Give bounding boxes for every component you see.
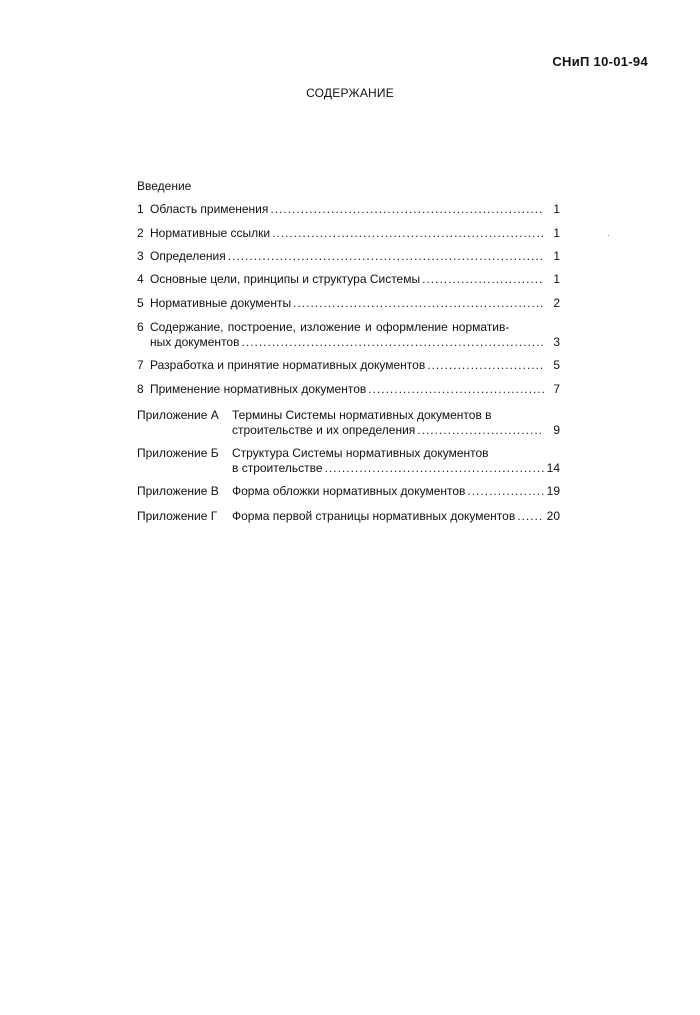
dot-leader	[422, 272, 544, 287]
toc-entry-page: 1	[553, 202, 560, 216]
toc-entry-number: 8	[137, 382, 144, 396]
appendix-title-line1: Структура Системы нормативных документов	[232, 446, 489, 460]
toc-entry	[137, 382, 560, 397]
appendix-page: 9	[553, 423, 560, 437]
dot-leader	[368, 382, 544, 397]
toc-entry-number: 7	[137, 358, 144, 372]
toc-entry-title: Применение нормативных документов	[150, 382, 367, 396]
toc-entry	[137, 320, 560, 350]
toc-entry	[137, 296, 560, 311]
page-title: СОДЕРЖАНИЕ	[306, 86, 394, 100]
appendix-page: 14	[546, 461, 560, 475]
toc-entry	[137, 272, 560, 287]
toc-entry-page: 7	[553, 382, 560, 396]
appendix-label: Приложение Г	[137, 509, 218, 523]
toc-appendix	[137, 509, 560, 524]
toc-entry-title: Основные цели, принципы и структура Системы	[150, 272, 421, 286]
toc-intro: Введение	[137, 179, 192, 193]
dot-leader	[293, 296, 544, 311]
toc-entry-page: 2	[553, 296, 560, 310]
appendix-title-line2: строительстве и их определения	[232, 423, 416, 437]
toc-entry-page: 1	[553, 272, 560, 286]
dot-leader	[325, 461, 544, 476]
toc-entry-number: 2	[137, 226, 144, 240]
toc-entry	[137, 249, 560, 264]
document-code: СНиП 10-01-94	[552, 54, 648, 69]
toc-entry	[137, 202, 560, 217]
toc-appendix	[137, 408, 560, 438]
dot-leader	[272, 226, 544, 241]
dot-leader	[517, 509, 544, 524]
dot-leader	[467, 484, 544, 499]
toc-entry-number: 3	[137, 249, 144, 263]
dot-leader	[228, 249, 544, 264]
scan-speck	[608, 235, 609, 236]
appendix-label: Приложение А	[137, 408, 219, 422]
dot-leader	[241, 335, 544, 350]
appendix-page: 19	[546, 484, 560, 498]
toc-entry-title: Нормативные документы	[150, 296, 292, 310]
toc-entry-number: 4	[137, 272, 144, 286]
appendix-title: Форма обложки нормативных документов	[232, 484, 466, 498]
toc-entry-page: 3	[553, 335, 560, 349]
toc-entry-page: 1	[553, 249, 560, 263]
appendix-title-line2: в строительстве	[232, 461, 323, 475]
toc-entry-title-line2: ных документов	[150, 335, 240, 349]
dot-leader	[270, 202, 544, 217]
toc-appendix	[137, 446, 560, 476]
appendix-title: Форма первой страницы нормативных документов	[232, 509, 516, 523]
dot-leader	[417, 423, 544, 438]
appendix-title-line1: Термины Системы нормативных документов в	[232, 408, 492, 422]
appendix-label: Приложение В	[137, 484, 219, 498]
toc-entry-number: 1	[137, 202, 144, 216]
toc-entry-page: 1	[553, 226, 560, 240]
toc-appendix	[137, 484, 560, 499]
appendix-label: Приложение Б	[137, 446, 219, 460]
toc-entry	[137, 358, 560, 373]
toc-entry	[137, 226, 560, 241]
toc-entry-title: Нормативные ссылки	[150, 226, 271, 240]
toc-entry-title-line1: Содержание, построение, изложение и оформление норматив-	[150, 320, 510, 334]
toc-entry-number: 5	[137, 296, 144, 310]
appendix-page: 20	[546, 509, 560, 523]
toc-entry-title: Определения	[150, 249, 226, 263]
toc-entry-page: 5	[553, 358, 560, 372]
toc-entry-number: 6	[137, 320, 144, 334]
toc-entry-title: Разработка и принятие нормативных документов	[150, 358, 426, 372]
dot-leader	[427, 358, 544, 373]
toc-entry-title: Область применения	[150, 202, 269, 216]
